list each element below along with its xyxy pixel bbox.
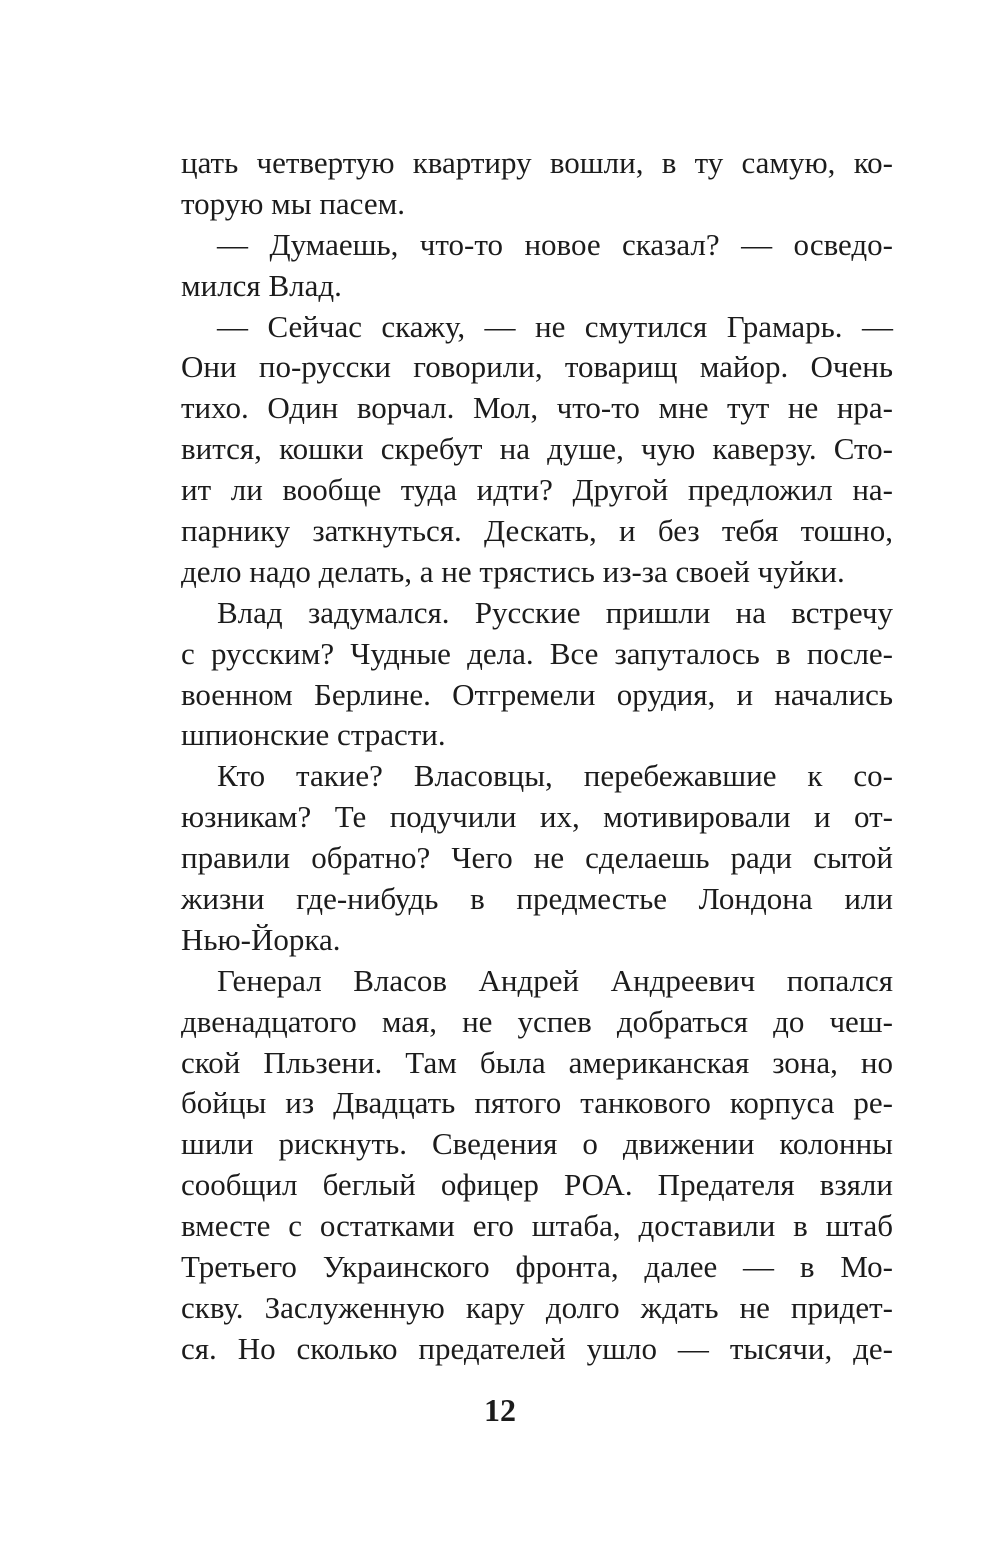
text-line: — Сейчас скажу, — не смутился Грамарь. —	[217, 308, 893, 344]
text-line: правили обратно? Чего не сделаешь ради сытой	[181, 840, 893, 876]
text-line: Генерал Власов Андрей Андреевич попался	[217, 962, 893, 998]
text-line: цать четвертую квартиру вошли, в ту самую, ко-	[181, 145, 893, 180]
text-line: жизни где-нибудь в предместье Лондона или	[181, 881, 893, 917]
page-number: 12	[484, 1392, 516, 1428]
text-line: Третьего Украинского фронта, далее — в Мо-	[181, 1249, 893, 1285]
text-line: сообщил беглый офицер РОА. Предателя взяли	[181, 1167, 893, 1203]
text-line: ской Пльзени. Там была американская зона, но	[181, 1044, 893, 1080]
text-line: торую мы пасем.	[181, 185, 405, 221]
text-line: ит ли вообще туда идти? Другой предложил на-	[181, 472, 893, 508]
text-line: ся. Но сколько предателей ушло — тысячи, де-	[181, 1330, 893, 1366]
text-line: тихо. Один ворчал. Мол, что-то мне тут не нра-	[181, 390, 893, 426]
text-line: скву. Заслуженную кару долго ждать не придет-	[181, 1289, 893, 1325]
text-line: Влад задумался. Русские пришли на встречу	[217, 594, 893, 630]
text-line: вится, кошки скребут на душе, чую каверзу. Сто-	[181, 431, 893, 467]
body-text	[181, 143, 893, 1370]
text-line: Нью-Йорка.	[181, 921, 341, 957]
text-line: парнику заткнуться. Дескать, и без тебя тошно,	[181, 513, 893, 549]
text-line: военном Берлине. Отгремели орудия, и начались	[181, 676, 893, 712]
text-line: мился Влад.	[181, 267, 342, 303]
text-line: — Думаешь, что-то новое сказал? — осведо-	[217, 226, 893, 262]
text-line: двенадцатого мая, не успев добраться до чеш-	[181, 1003, 893, 1039]
text-line: Кто такие? Власовцы, перебежавшие к со-	[217, 758, 893, 794]
text-line: шпионские страсти.	[181, 717, 446, 753]
text-line: шили рискнуть. Сведения о движении колонны	[181, 1126, 893, 1162]
text-line: юзникам? Те подучили их, мотивировали и от-	[181, 799, 893, 835]
text-line: Они по-русски говорили, товарищ майор. Очень	[181, 349, 893, 385]
text-line: дело надо делать, а не трястись из-за своей чуйки.	[181, 553, 845, 589]
text-line: вместе с остатками его штаба, доставили в штаб	[181, 1208, 893, 1244]
text-line: бойцы из Двадцать пятого танкового корпуса ре-	[181, 1085, 893, 1121]
text-line: с русским? Чудные дела. Все запуталось в после-	[181, 635, 893, 671]
